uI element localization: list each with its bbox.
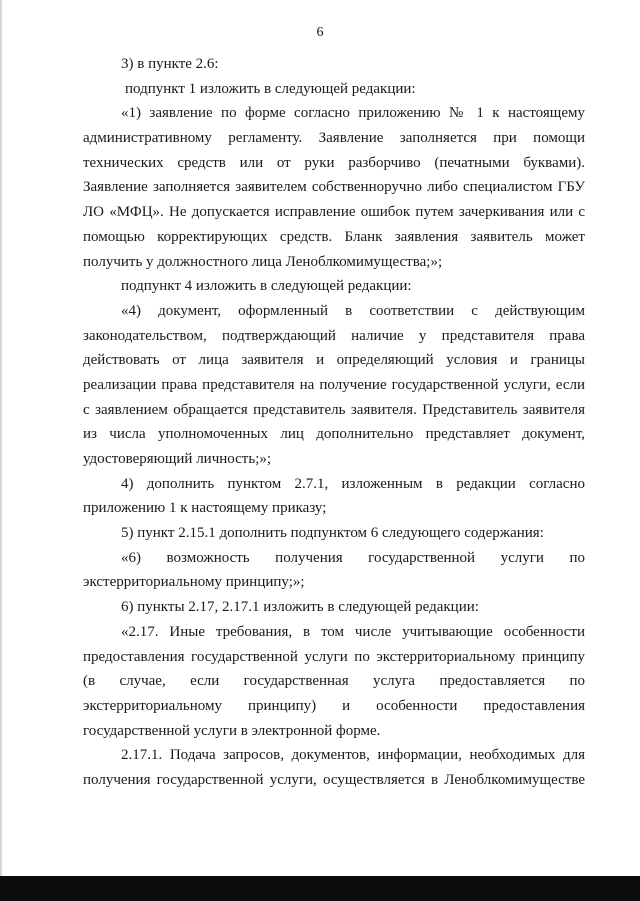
text-line: «6) возможность получения государственной услуги по [121,549,585,566]
text-line: 2.17.1. Подача запросов, документов, информации, необходимых для [121,747,585,764]
text-line: «2.17. Иные требования, в том числе учитывающие особенности [121,623,585,640]
text-line: экстерриториальному принципу) и особенности предоставления [83,697,585,714]
text-line: подпункт 4 изложить в следующей редакции: [121,278,412,295]
text-line: предоставления государственной услуги по экстерриториальному принципу [83,648,585,665]
text-line: ЛО «МФЦ». Не допускается исправление ошибок путем зачеркивания или с [83,204,585,221]
text-line: Заявление заполняется заявителем собственноручно либо специалистом ГБУ [83,179,585,196]
text-line: 6) пункты 2.17, 2.17.1 изложить в следующей редакции: [121,599,479,616]
text-line: удостоверяющий личность;»; [83,451,272,467]
text-line: технических средств или от руки разборчиво (печатными буквами). [83,154,585,171]
scan-bottom-bar [0,876,640,901]
text-line: подпункт 1 изложить в следующей редакции: [125,80,416,97]
text-line: получить у должностного лица Леноблкомимущества;»; [83,253,443,270]
text-line: приложению 1 к настоящему приказу; [83,500,327,517]
scan-edge [0,0,2,876]
text-line: помощью корректирующих средств. Бланк заявления заявитель может [83,228,585,245]
text-line: получения государственной услуги, осуществляется в Леноблкомимуществе [83,771,585,788]
text-line: (в случае, если государственная услуга предоставляется по [83,673,585,690]
text-line: административному регламенту. Заявление заполняется при помощи [83,130,585,147]
text-line: с заявлением обращается представитель заявителя. Представитель заявителя [83,401,585,418]
text-line: «1) заявление по форме согласно приложению № 1 к настоящему [121,105,585,122]
text-line: 4) дополнить пунктом 2.7.1, изложенным в редакции согласно [121,475,585,492]
text-line: реализации права представителя на получение государственной услуги, если [83,376,585,393]
text-line: из числа уполномоченных лиц дополнительно представляет документ, [83,426,585,443]
text-line: «4) документ, оформленный в соответствии с действующим [121,302,585,319]
text-line: экстерриториальному принципу;»; [83,574,305,591]
text-line: 3) в пункте 2.6: [121,56,219,72]
text-line: 5) пункт 2.15.1 дополнить подпунктом 6 следующего содержания: [121,525,544,542]
text-line: государственной услуги в электронной форме. [83,722,381,739]
text-line: законодательством, подтверждающий наличие у представителя права [83,327,585,344]
page-number: 6 [316,25,324,40]
text-line: действовать от лица заявителя и определяющий условия и границы [83,352,585,369]
document-body [83,52,585,793]
